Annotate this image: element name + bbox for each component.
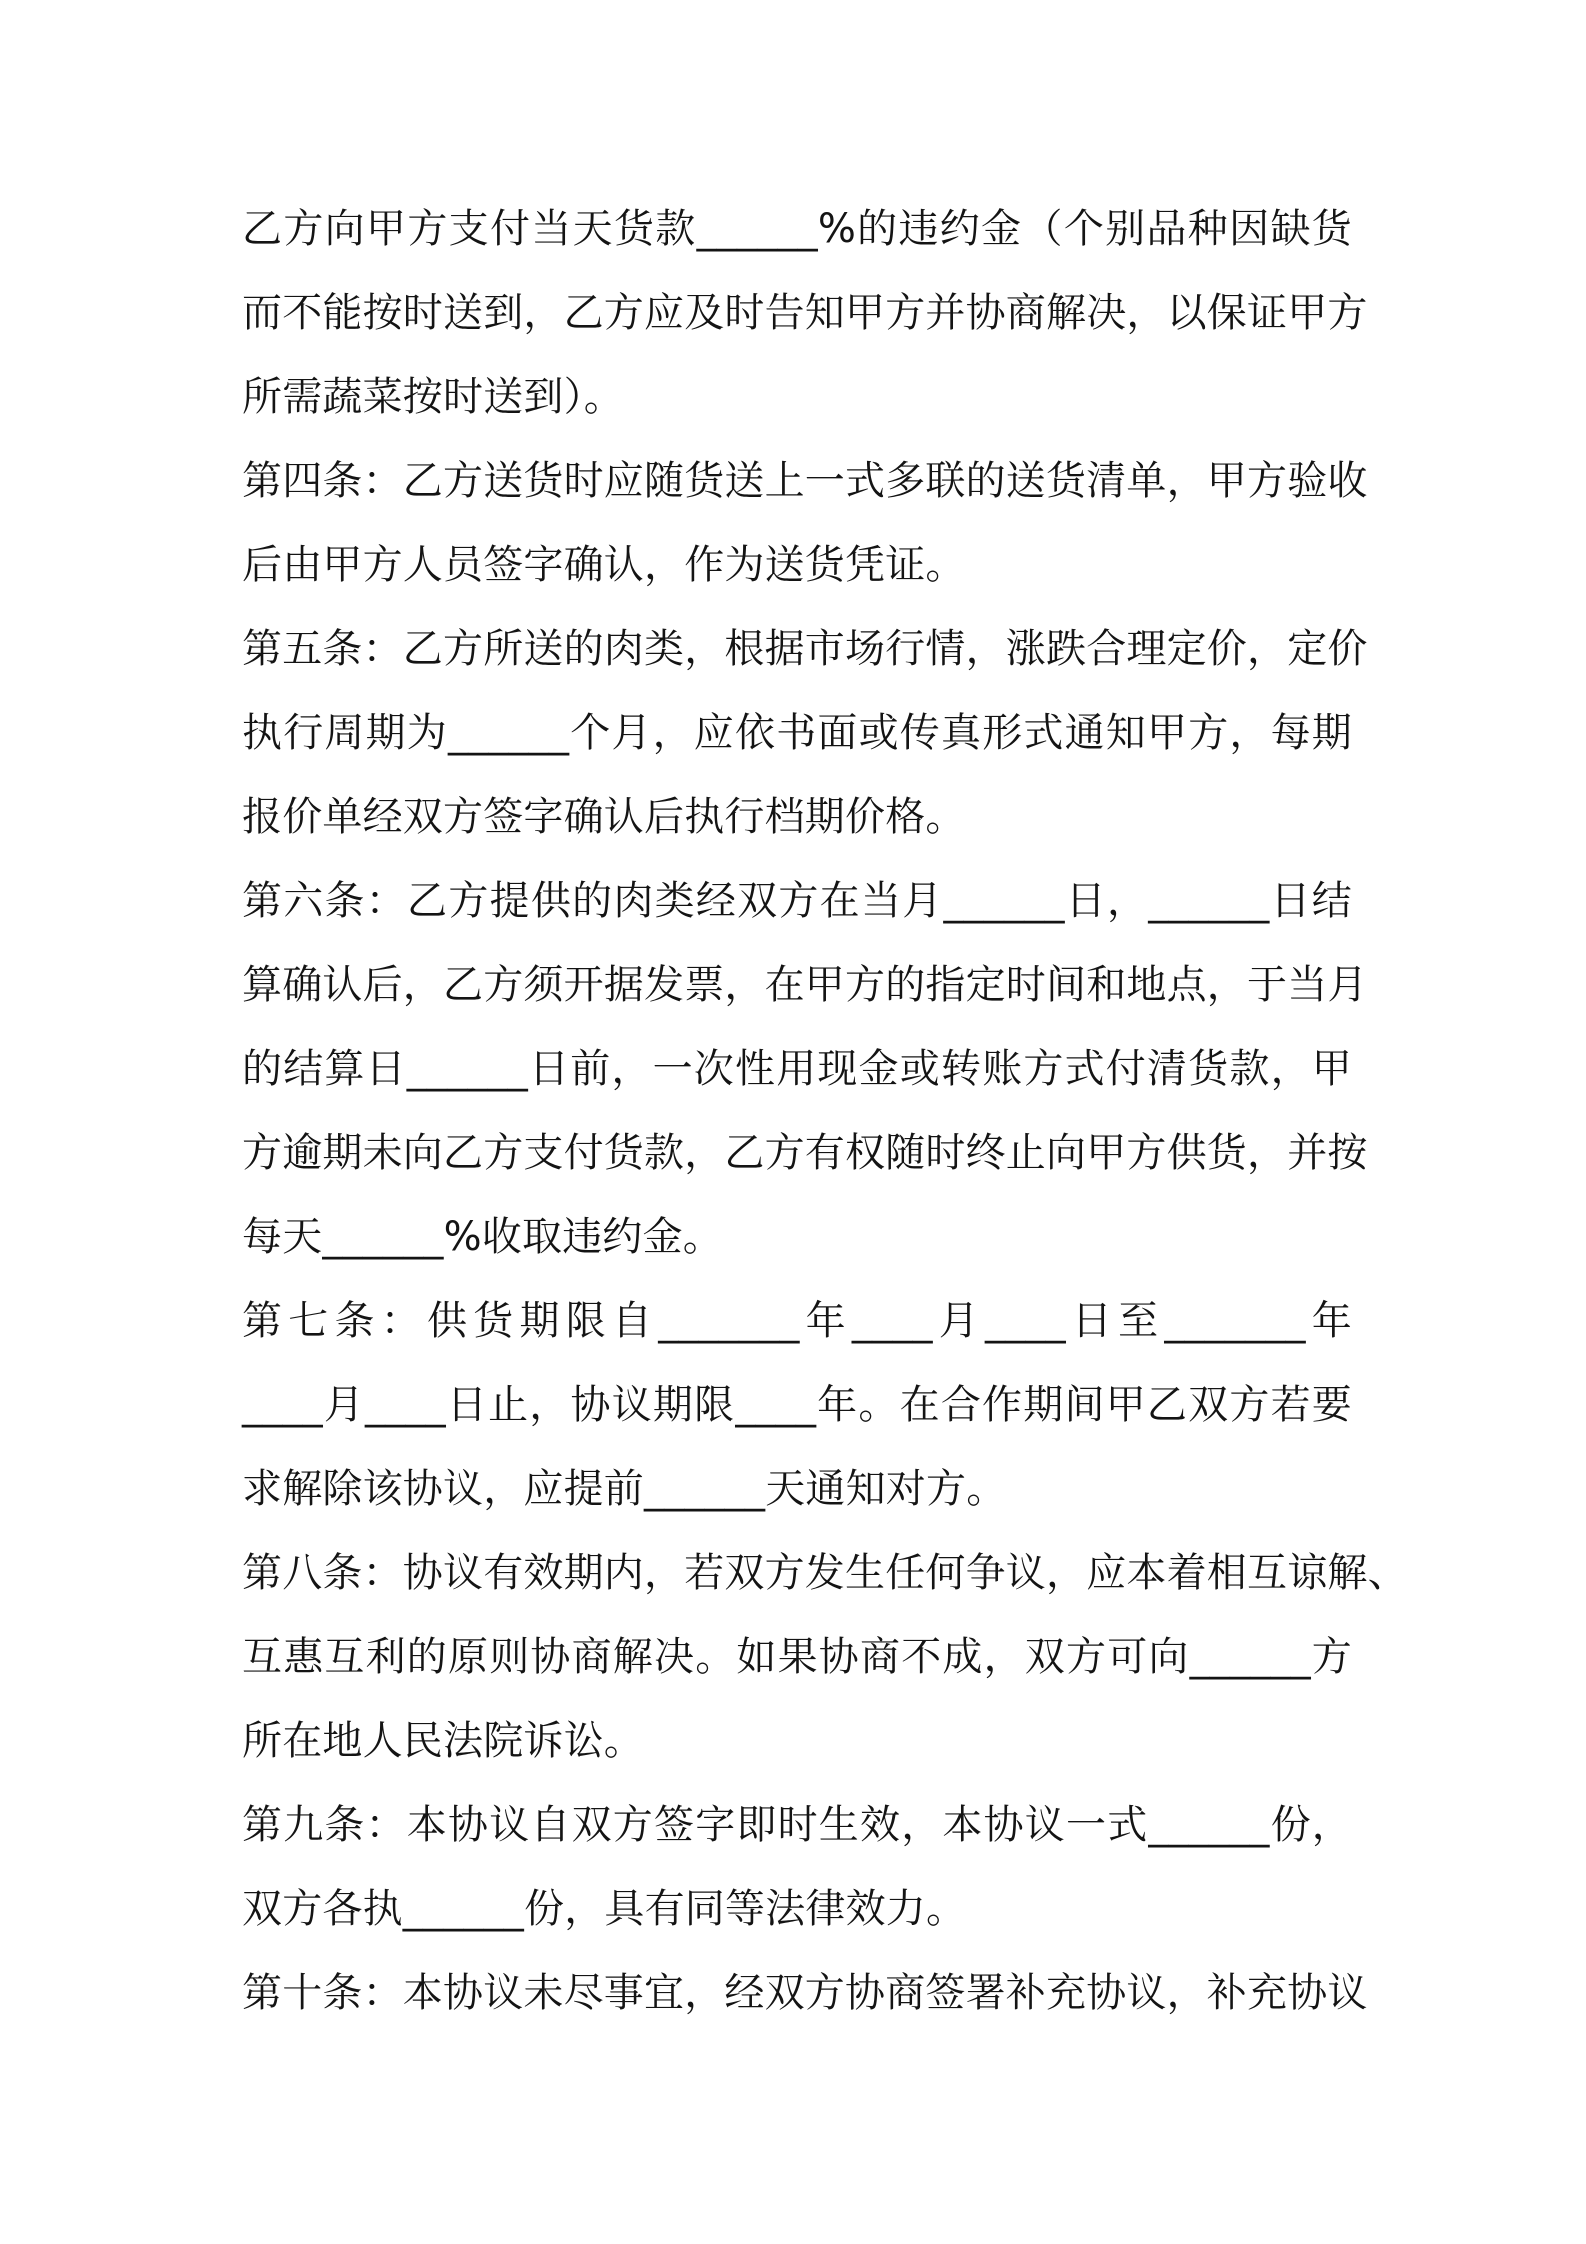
- text-line: 乙方向甲方支付当天货款______%的违约金（个别品种因缺货: [242, 206, 1352, 252]
- text-line: 算确认后，乙方须开据发票，在甲方的指定时间和地点，于当月: [242, 962, 1368, 1008]
- text-line: 互惠互利的原则协商解决。如果协商不成，双方可向______方: [242, 1634, 1352, 1680]
- text-line: 第七条：供货期限自_______年____月____日至_______年: [242, 1298, 1352, 1344]
- text-line: 的结算日______日前，一次性用现金或转账方式付清货款，甲: [242, 1046, 1352, 1092]
- text-line: 第九条：本协议自双方签字即时生效，本协议一式______份，: [242, 1802, 1352, 1848]
- text-line: 求解除该协议，应提前______天通知对方。: [242, 1466, 1007, 1512]
- text-line: 第六条：乙方提供的肉类经双方在当月______日，______日结: [242, 878, 1352, 924]
- text-line: 第五条：乙方所送的肉类，根据市场行情，涨跌合理定价，定价: [242, 626, 1368, 672]
- text-line: 而不能按时送到，乙方应及时告知甲方并协商解决，以保证甲方: [242, 290, 1368, 336]
- text-line: 报价单经双方签字确认后执行档期价格。: [242, 794, 966, 840]
- text-line: 后由甲方人员签字确认，作为送货凭证。: [242, 542, 966, 588]
- text-line: 执行周期为______个月，应依书面或传真形式通知甲方，每期: [242, 710, 1352, 756]
- text-line: 所需蔬菜按时送到）。: [242, 374, 624, 420]
- text-line: 第四条：乙方送货时应随货送上一式多联的送货清单，甲方验收: [242, 458, 1368, 504]
- text-line: 双方各执______份，具有同等法律效力。: [242, 1886, 967, 1932]
- text-line: 第八条：协议有效期内，若双方发生任何争议，应本着相互谅解、: [242, 1550, 1408, 1596]
- text-line: 方逾期未向乙方支付货款，乙方有权随时终止向甲方供货，并按: [242, 1130, 1368, 1176]
- text-line: ____月____日止，协议期限____年。在合作期间甲乙双方若要: [242, 1382, 1352, 1428]
- text-line: 第十条：本协议未尽事宜，经双方协商签署补充协议，补充协议: [242, 1970, 1368, 2016]
- text-line: 每天______%收取违约金。: [242, 1214, 724, 1260]
- text-line: 所在地人民法院诉讼。: [242, 1718, 644, 1764]
